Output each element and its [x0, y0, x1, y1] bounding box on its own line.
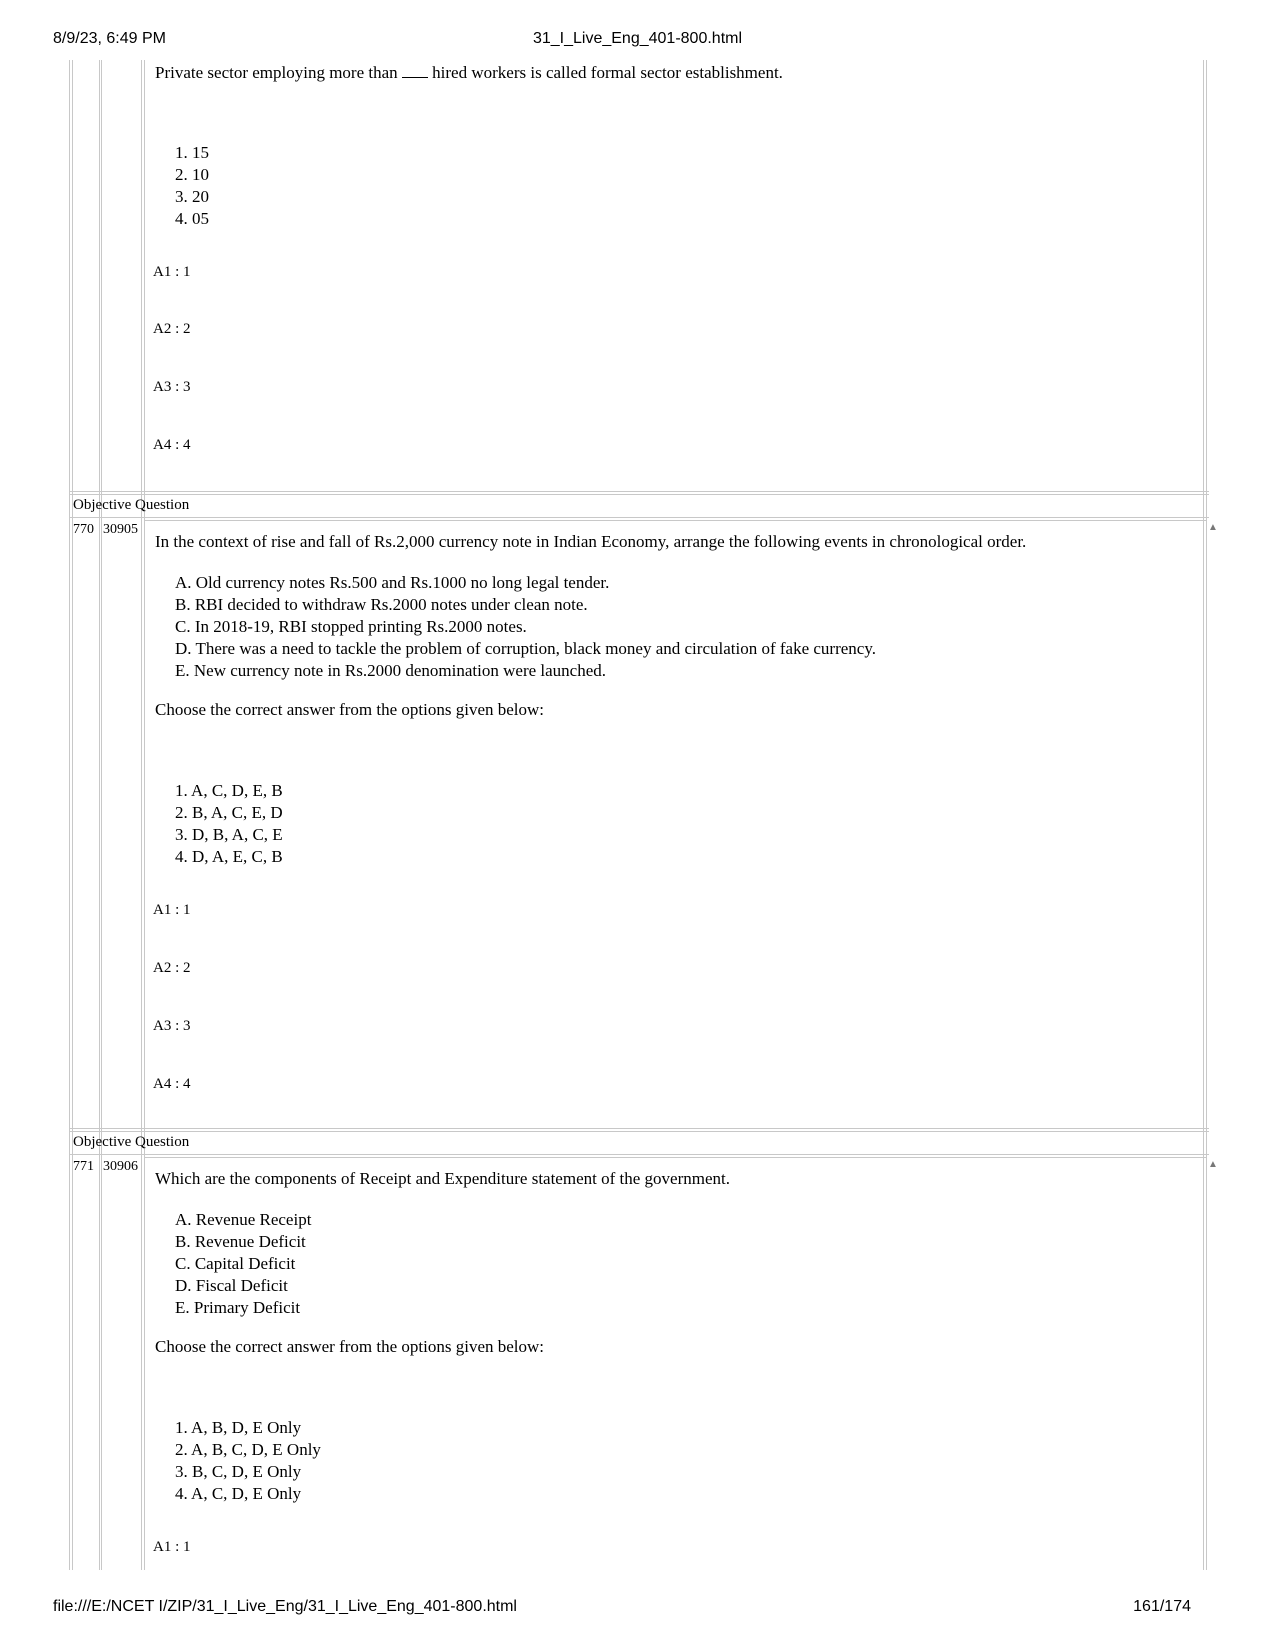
- answer-line: A3 : 3: [153, 1018, 191, 1034]
- statement-list: [175, 1209, 311, 1319]
- instruction-text: Choose the correct answer from the options given below:: [155, 1337, 545, 1356]
- answer-line: A3 : 3: [153, 379, 191, 395]
- answer-line: A4 : 4: [153, 437, 191, 453]
- page-number: 161/174: [1133, 1598, 1191, 1615]
- instruction-text: Choose the correct answer from the options given below:: [155, 700, 545, 719]
- statement-item: A. Revenue Receipt: [175, 1210, 312, 1229]
- option-item: 4. A, C, D, E Only: [175, 1484, 302, 1503]
- answer-line: A2 : 2: [153, 960, 191, 976]
- question-serial: 770: [73, 522, 94, 537]
- statement-item: A. Old currency notes Rs.500 and Rs.1000 no long legal tender.: [175, 573, 610, 592]
- option-item: 2. 10: [175, 165, 209, 184]
- question-type-label: Objective Question: [73, 497, 190, 513]
- answer-line: A1 : 1: [153, 1539, 191, 1555]
- statement-item: C. In 2018-19, RBI stopped printing Rs.2000 notes.: [175, 617, 527, 636]
- question-text: In the context of rise and fall of Rs.2,000 currency note in Indian Economy, arrange the following events in chronological order.: [155, 532, 1027, 551]
- statement-item: E. New currency note in Rs.2000 denomination were launched.: [175, 661, 607, 680]
- option-list: [175, 780, 283, 868]
- print-datetime: 8/9/23, 6:49 PM: [53, 30, 166, 47]
- statement-item: C. Capital Deficit: [175, 1254, 296, 1273]
- question-text: Which are the components of Receipt and Expenditure statement of the government.: [155, 1169, 730, 1188]
- option-item: 2. B, A, C, E, D: [175, 803, 283, 822]
- option-item: 1. 15: [175, 143, 209, 162]
- answer-line: A4 : 4: [153, 1076, 191, 1092]
- option-item: 1. A, C, D, E, B: [175, 781, 283, 800]
- cell-marker: ▲: [1208, 522, 1218, 533]
- question-text: [155, 63, 783, 83]
- option-list: [175, 1417, 321, 1505]
- option-item: 2. A, B, C, D, E Only: [175, 1440, 321, 1459]
- cell-marker: ▲: [1208, 1159, 1218, 1170]
- question-id: 30906: [103, 1159, 138, 1174]
- option-item: 1. A, B, D, E Only: [175, 1418, 302, 1437]
- question-text-part: hired workers is called formal sector establishment.: [432, 63, 783, 82]
- option-item: 3. B, C, D, E Only: [175, 1462, 302, 1481]
- option-list: [175, 142, 209, 230]
- option-item: 4. 05: [175, 209, 209, 228]
- statement-item: D. Fiscal Deficit: [175, 1276, 288, 1295]
- statement-item: B. RBI decided to withdraw Rs.2000 notes under clean note.: [175, 595, 588, 614]
- option-item: 4. D, A, E, C, B: [175, 847, 283, 866]
- answer-line: A1 : 1: [153, 902, 191, 918]
- question-text-part: Private sector employing more than: [155, 63, 398, 82]
- answer-line: A2 : 2: [153, 321, 191, 337]
- statement-list: [175, 572, 876, 682]
- document-title: 31_I_Live_Eng_401-800.html: [532, 30, 743, 47]
- statement-item: E. Primary Deficit: [175, 1298, 301, 1317]
- question-id: 30905: [103, 522, 138, 537]
- fill-blank: [402, 63, 428, 78]
- statement-item: D. There was a need to tackle the problem of corruption, black money and circulation of fake currency.: [175, 639, 876, 658]
- question-serial: 771: [73, 1159, 94, 1174]
- question-type-label: Objective Question: [73, 1134, 190, 1150]
- file-path: file:///E:/NCET I/ZIP/31_I_Live_Eng/31_I_Live_Eng_401-800.html: [53, 1598, 517, 1615]
- statement-item: B. Revenue Deficit: [175, 1232, 306, 1251]
- option-item: 3. D, B, A, C, E: [175, 825, 283, 844]
- answer-line: A1 : 1: [153, 264, 191, 280]
- option-item: 3. 20: [175, 187, 209, 206]
